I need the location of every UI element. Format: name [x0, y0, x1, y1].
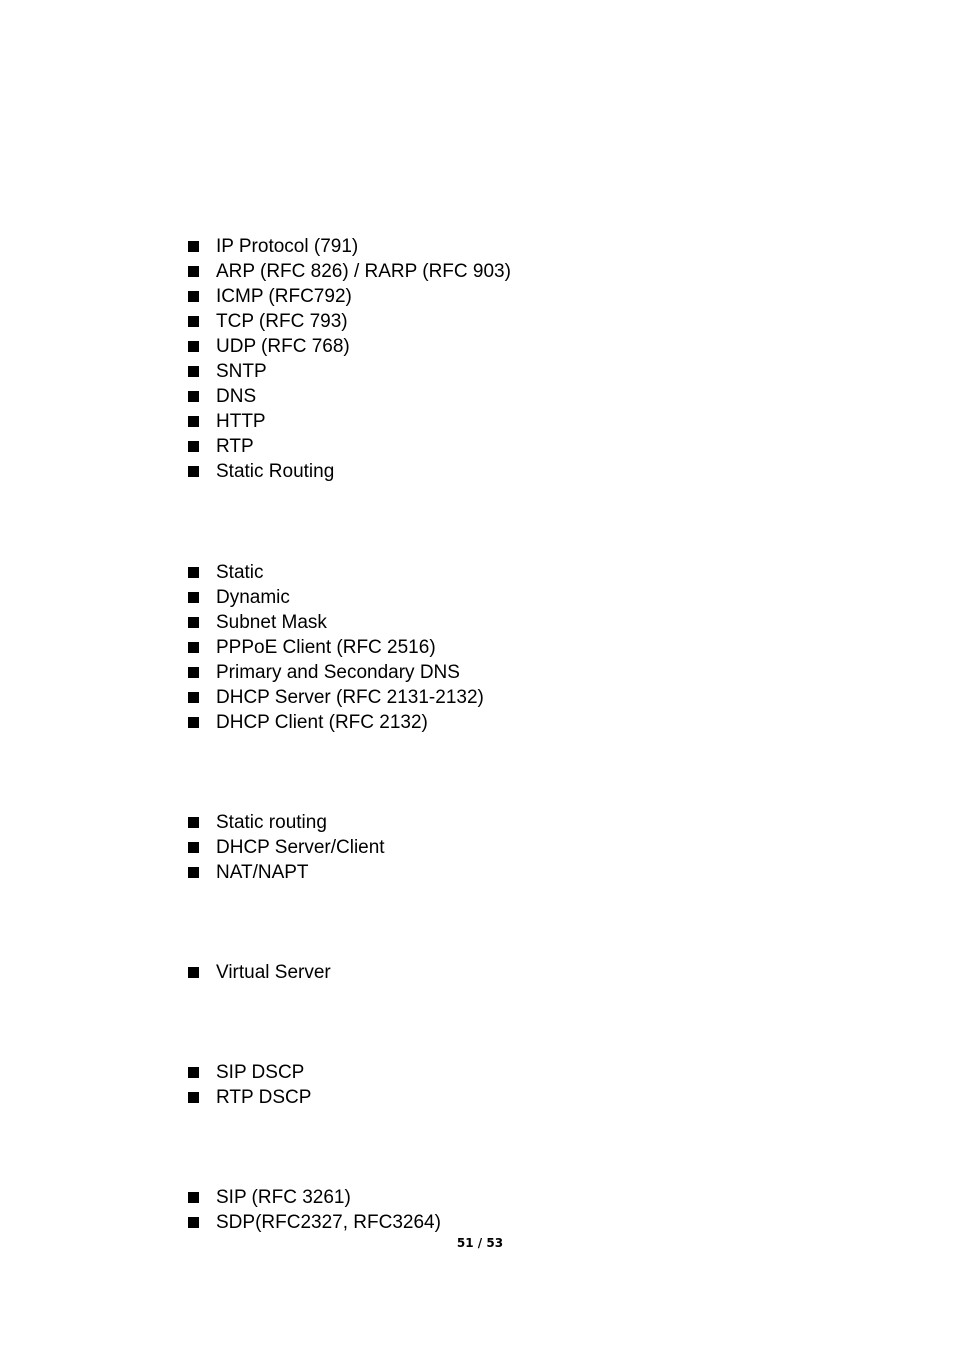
square-bullet-icon [188, 241, 199, 252]
list-item-text: Primary and Secondary DNS [216, 662, 460, 683]
list-item [188, 860, 385, 885]
list-item-text: Virtual Server [216, 962, 331, 983]
square-bullet-icon [188, 1067, 199, 1078]
list-item [188, 710, 484, 735]
square-bullet-icon [188, 366, 199, 377]
square-bullet-icon [188, 642, 199, 653]
ip-configuration-list [188, 560, 484, 735]
list-item-text: DHCP Server (RFC 2131-2132) [216, 687, 484, 708]
square-bullet-icon [188, 1192, 199, 1203]
square-bullet-icon [188, 592, 199, 603]
square-bullet-icon [188, 466, 199, 477]
list-item [188, 560, 484, 585]
square-bullet-icon [188, 717, 199, 728]
virtual-server-list [188, 960, 331, 985]
list-item [188, 359, 511, 384]
square-bullet-icon [188, 441, 199, 452]
list-item-text: SIP (RFC 3261) [216, 1187, 351, 1208]
routing-list [188, 810, 385, 885]
list-item-text: SNTP [216, 361, 267, 382]
list-item-text: Static [216, 562, 264, 583]
list-item-text: Static Routing [216, 461, 335, 482]
square-bullet-icon [188, 391, 199, 402]
list-item-text: DHCP Server/Client [216, 837, 385, 858]
list-item-text: IP Protocol (791) [216, 236, 359, 257]
list-item [188, 635, 484, 660]
list-item [188, 1060, 311, 1085]
square-bullet-icon [188, 967, 199, 978]
square-bullet-icon [188, 416, 199, 427]
square-bullet-icon [188, 867, 199, 878]
list-item-text: PPPoE Client (RFC 2516) [216, 637, 436, 658]
list-item [188, 409, 511, 434]
list-item [188, 309, 511, 334]
list-item [188, 1085, 311, 1110]
list-item-text: HTTP [216, 411, 266, 432]
list-item [188, 284, 511, 309]
qos-list [188, 1060, 311, 1110]
square-bullet-icon [188, 341, 199, 352]
list-item-text: SDP(RFC2327, RFC3264) [216, 1212, 441, 1233]
square-bullet-icon [188, 667, 199, 678]
list-item [188, 660, 484, 685]
square-bullet-icon [188, 316, 199, 327]
square-bullet-icon [188, 817, 199, 828]
list-item [188, 610, 484, 635]
list-item [188, 585, 484, 610]
square-bullet-icon [188, 291, 199, 302]
list-item-text: RTP DSCP [216, 1087, 312, 1108]
list-item-text: DHCP Client (RFC 2132) [216, 712, 428, 733]
square-bullet-icon [188, 1217, 199, 1228]
list-item [188, 835, 385, 860]
network-protocols-list [188, 234, 511, 484]
list-item-text: Subnet Mask [216, 612, 327, 633]
square-bullet-icon [188, 842, 199, 853]
list-item [188, 459, 511, 484]
page-number: 51 / 53 [456, 1236, 504, 1250]
list-item [188, 384, 511, 409]
list-item [188, 685, 484, 710]
list-item [188, 810, 385, 835]
square-bullet-icon [188, 1092, 199, 1103]
list-item [188, 1210, 441, 1235]
list-item-text: DNS [216, 386, 257, 407]
list-item-text: Dynamic [216, 587, 290, 608]
square-bullet-icon [188, 617, 199, 628]
list-item [188, 259, 511, 284]
list-item-text: TCP (RFC 793) [216, 311, 348, 332]
list-item-text: RTP [216, 436, 254, 457]
square-bullet-icon [188, 692, 199, 703]
voip-protocols-list [188, 1185, 441, 1235]
list-item [188, 1185, 441, 1210]
list-item-text: Static routing [216, 812, 327, 833]
square-bullet-icon [188, 567, 199, 578]
list-item [188, 234, 511, 259]
square-bullet-icon [188, 266, 199, 277]
list-item-text: UDP (RFC 768) [216, 336, 350, 357]
list-item-text: ICMP (RFC792) [216, 286, 352, 307]
list-item [188, 334, 511, 359]
list-item [188, 434, 511, 459]
list-item-text: NAT/NAPT [216, 862, 309, 883]
list-item-text: SIP DSCP [216, 1062, 305, 1083]
list-item-text: ARP (RFC 826) / RARP (RFC 903) [216, 261, 511, 282]
list-item [188, 960, 331, 985]
